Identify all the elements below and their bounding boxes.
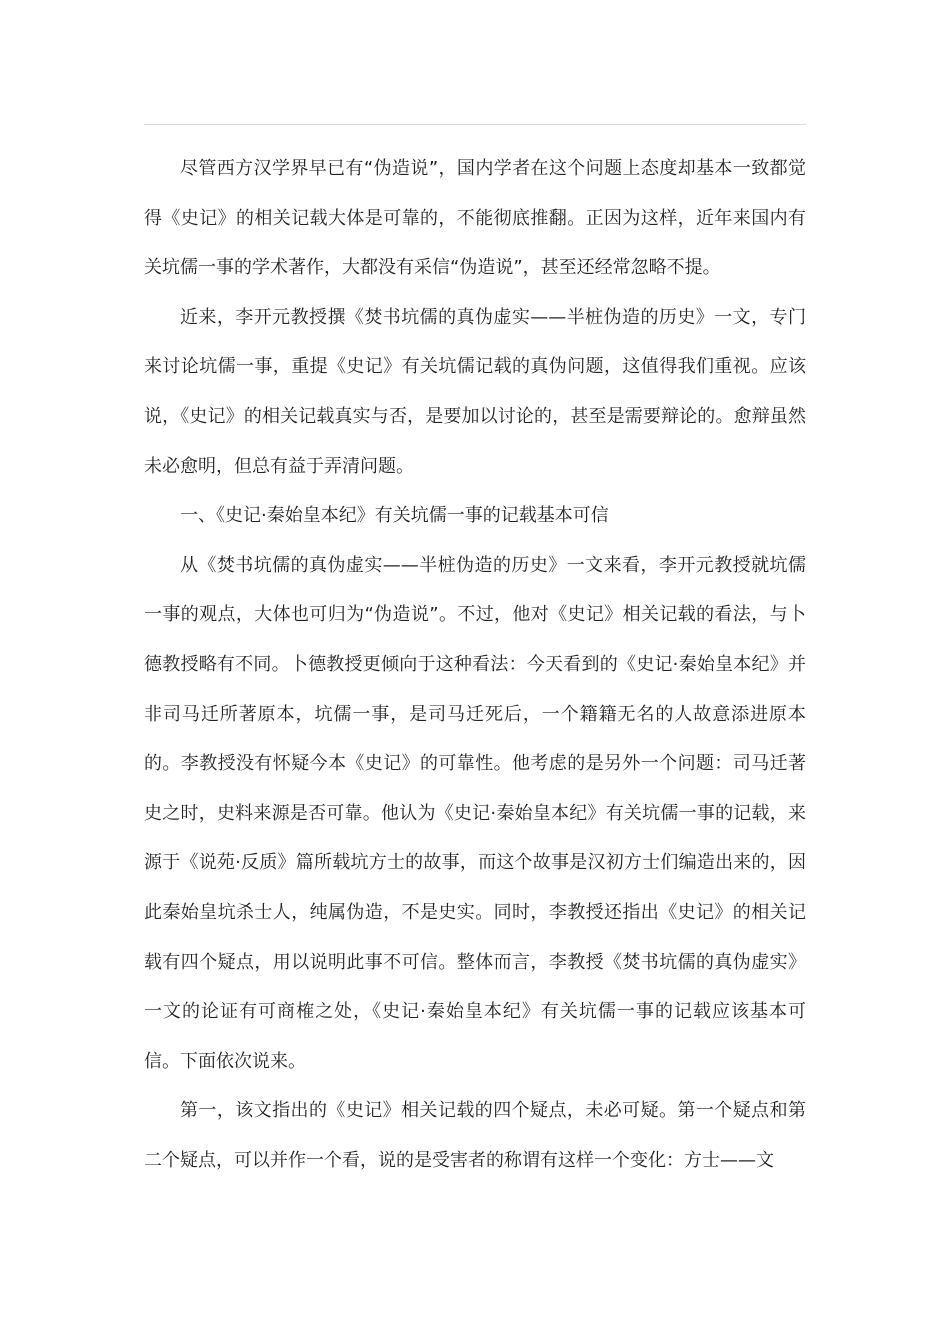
paragraph-3: 从《焚书坑儒的真伪虚实——半桩伪造的历史》一文来看，李开元教授就坑儒一事的观点，大体也可归为“伪造说”。不过，他对《史记》相关记载的看法，与卜德教授略有不同。卜德教授更倾向于这种看法：今天看到的《史记·秦始皇本纪》并非司马迁所著原本，坑儒一事，是司马迁死后，一个籍籍无名的人故意添进原本的。李教授没有怀疑今本《史记》的可靠性。他考虑的是另外一个问题：司马迁著史之时，史料来源是否可靠。他认为《史记·秦始皇本纪》有关坑儒一事的记载，来源于《说苑·反质》篇所载坑方士的故事，而这个故事是汉初方士们编造出来的，因此秦始皇坑杀士人，纯属伪造，不是史实。同时，李教授还指出《史记》的相关记载有四个疑点，用以说明此事不可信。整体而言，李教授《焚书坑儒的真伪虚实》一文的论证有可商榷之处，《史记·秦始皇本纪》有关坑儒一事的记载应该基本可信。下面依次说来。 xyxy=(144,554,806,1072)
section-heading: 一、《史记·秦始皇本纪》有关坑儒一事的记载基本可信 xyxy=(180,505,609,527)
paragraph-2: 近来，李开元教授撰《焚书坑儒的真伪虚实——半桩伪造的历史》一文，专门来讨论坑儒一事，重提《史记》有关坑儒记载的真伪问题，这值得我们重视。应该说，《史记》的相关记载真实与否，是要加以讨论的，甚至是需要辩论的。愈辩虽然未必愈明，但总有益于弄清问题。 xyxy=(144,306,806,477)
paragraph-1: 尽管西方汉学界早已有“伪造说”，国内学者在这个问题上态度却基本一致都觉得《史记》的相关记载大体是可靠的，不能彻底推翻。正因为这样，近年来国内有关坑儒一事的学术著作，大都没有采信“伪造说”，甚至还经常忽略不提。 xyxy=(144,158,806,279)
paragraph-4: 第一，该文指出的《史记》相关记载的四个疑点，未必可疑。第一个疑点和第二个疑点，可以并作一个看，说的是受害者的称谓有这样一个变化：方士——文 xyxy=(144,1100,806,1171)
document-body xyxy=(144,144,806,1185)
header-divider xyxy=(144,124,806,125)
